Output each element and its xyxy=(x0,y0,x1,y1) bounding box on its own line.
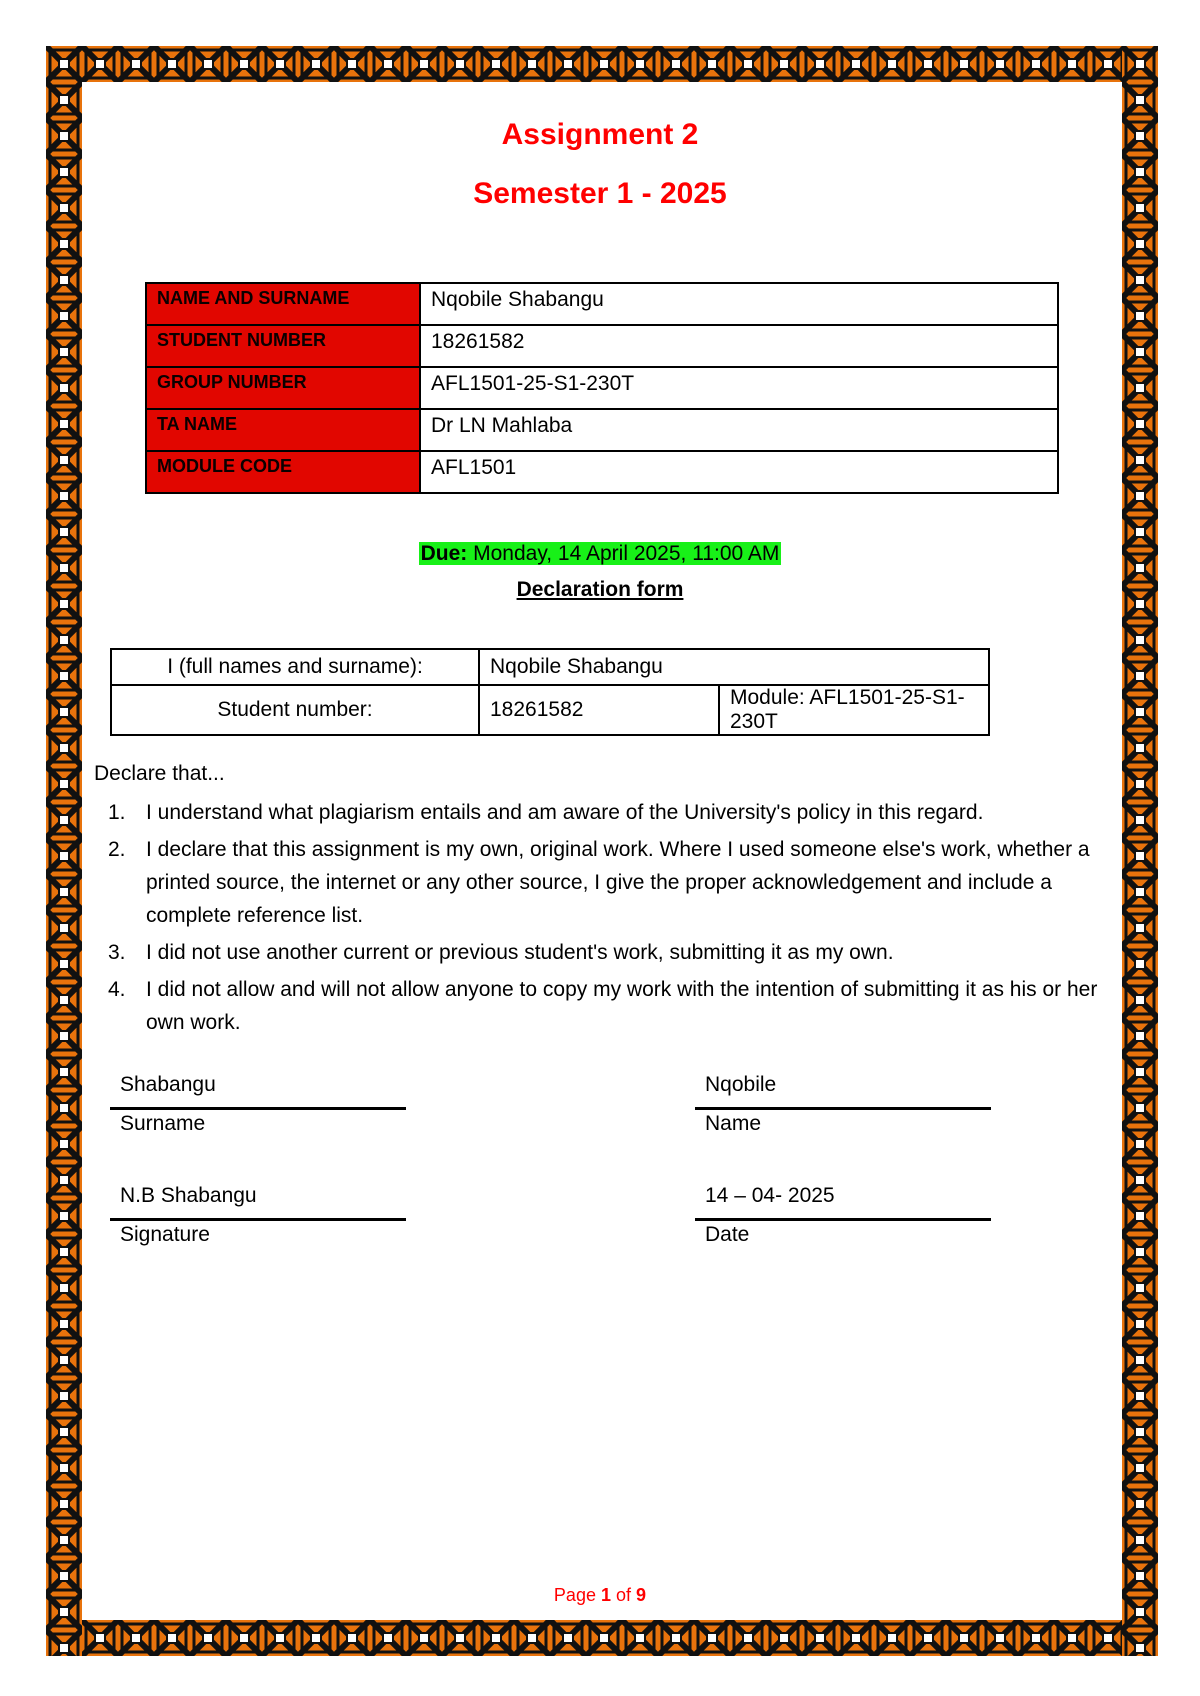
info-value: AFL1501 xyxy=(420,451,1058,493)
full-names-label: I (full names and surname): xyxy=(111,649,479,685)
list-item xyxy=(108,833,1128,932)
table-row xyxy=(146,451,1058,493)
list-text: I did not use another current or previous student's work, submitting it as my own. xyxy=(146,941,894,964)
surname-caption: Surname xyxy=(120,1112,206,1135)
list-item xyxy=(108,796,1128,829)
list-number: 2. xyxy=(108,838,126,861)
page-footer xyxy=(0,1585,1200,1606)
info-value: AFL1501-25-S1-230T xyxy=(420,367,1058,409)
table-row xyxy=(111,685,989,735)
info-label: TA NAME xyxy=(146,409,420,451)
declaration-table xyxy=(110,648,990,736)
decorative-border-bottom xyxy=(46,1620,1158,1656)
document-title: Assignment 2 xyxy=(501,118,699,151)
list-number: 4. xyxy=(108,978,126,1001)
date-caption: Date xyxy=(705,1223,750,1246)
list-text: I did not allow and will not allow anyone to copy my work with the intention of submitting it as his or her own work. xyxy=(146,978,1098,1034)
page-current: 1 xyxy=(600,1585,611,1605)
decorative-border-left xyxy=(46,46,82,1656)
table-row xyxy=(146,283,1058,325)
signature-block xyxy=(110,1184,406,1247)
document-subtitle: Semester 1 - 2025 xyxy=(473,177,727,210)
table-row xyxy=(111,649,989,685)
pattern-border-icon xyxy=(46,46,1158,82)
declaration-title: Declaration form xyxy=(516,578,684,601)
info-label: NAME AND SURNAME xyxy=(146,283,420,325)
declaration-points xyxy=(108,796,1128,1043)
info-value: Nqobile Shabangu xyxy=(420,283,1058,325)
declare-intro: Declare that... xyxy=(94,762,225,785)
list-text: I declare that this assignment is my own, original work. Where I used someone else's work, whether a printed source, the internet or any other source, I give the proper acknowledgement and include a complete reference list. xyxy=(146,838,1090,927)
info-value: 18261582 xyxy=(420,325,1058,367)
list-item xyxy=(108,973,1128,1039)
due-date xyxy=(0,542,1200,566)
student-number-value: 18261582 xyxy=(479,685,719,735)
list-text: I understand what plagiarism entails and am aware of the University's policy in this regard. xyxy=(146,801,984,824)
info-label: STUDENT NUMBER xyxy=(146,325,420,367)
info-label: GROUP NUMBER xyxy=(146,367,420,409)
name-value: Nqobile xyxy=(705,1073,777,1096)
due-value: Monday, 14 April 2025, 11:00 AM xyxy=(467,542,780,565)
decorative-border-top xyxy=(46,46,1158,82)
name-caption: Name xyxy=(705,1112,762,1135)
signature-value: N.B Shabangu xyxy=(120,1184,257,1207)
info-label: MODULE CODE xyxy=(146,451,420,493)
student-info-table xyxy=(145,282,1059,494)
surname-value: Shabangu xyxy=(120,1073,216,1096)
pattern-border-icon xyxy=(46,46,82,1656)
module-cell: Module: AFL1501-25-S1-230T xyxy=(719,685,989,735)
info-value: Dr LN Mahlaba xyxy=(420,409,1058,451)
list-number: 3. xyxy=(108,941,126,964)
pattern-border-icon xyxy=(46,1620,1158,1656)
table-row xyxy=(146,409,1058,451)
full-names-value: Nqobile Shabangu xyxy=(479,649,989,685)
list-number: 1. xyxy=(108,801,126,824)
signature-caption: Signature xyxy=(120,1223,210,1246)
name-signature-block xyxy=(695,1073,991,1136)
page-total: 9 xyxy=(636,1585,647,1605)
page-of-word: of xyxy=(616,1585,632,1605)
page-word: Page xyxy=(553,1585,596,1605)
date-block xyxy=(695,1184,991,1247)
surname-signature-block xyxy=(110,1073,406,1136)
table-row xyxy=(146,325,1058,367)
due-label: Due: xyxy=(420,542,468,565)
list-item xyxy=(108,936,1128,969)
student-number-label: Student number: xyxy=(111,685,479,735)
table-row xyxy=(146,367,1058,409)
date-value: 14 – 04- 2025 xyxy=(705,1184,835,1207)
due-highlight xyxy=(419,542,782,565)
